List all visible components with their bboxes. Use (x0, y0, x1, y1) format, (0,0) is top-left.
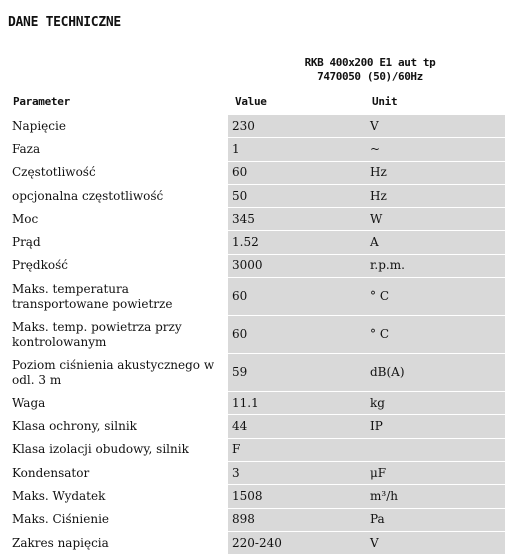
table-row (8, 184, 505, 207)
row-value: 1.52 (228, 231, 365, 254)
row-unit: kg (365, 392, 505, 415)
spec-table (8, 115, 505, 555)
header-parameter: Parameter (13, 95, 70, 108)
row-unit: Pa (365, 508, 505, 531)
row-value: F (228, 438, 365, 461)
row-value: 3 (228, 461, 365, 484)
row-parameter: Maks. Ciśnienie (8, 508, 228, 531)
table-row (8, 231, 505, 254)
table-row (8, 138, 505, 161)
table-row (8, 415, 505, 438)
row-value: 59 (228, 354, 365, 392)
header-value: Value (235, 95, 267, 108)
row-parameter: Klasa izolacji obudowy, silnik (8, 438, 228, 461)
row-parameter: Maks. Wydatek (8, 485, 228, 508)
row-parameter: Faza (8, 138, 228, 161)
row-parameter: Częstotliwość (8, 161, 228, 184)
row-value: 60 (228, 316, 365, 354)
row-unit: Hz (365, 161, 505, 184)
table-row (8, 461, 505, 484)
table-row (8, 115, 505, 138)
table-row (8, 508, 505, 531)
row-unit: m³/h (365, 485, 505, 508)
row-value: 44 (228, 415, 365, 438)
row-value: 11.1 (228, 392, 365, 415)
row-unit: A (365, 231, 505, 254)
row-unit: r.p.m. (365, 254, 505, 277)
table-row (8, 392, 505, 415)
row-parameter: Kondensator (8, 461, 228, 484)
row-parameter: Prędkość (8, 254, 228, 277)
table-row (8, 438, 505, 461)
table-row (8, 531, 505, 554)
model-name: RKB 400x200 E1 aut tp (304, 56, 436, 69)
row-parameter: Poziom ciśnienia akustycznego w odl. 3 m (8, 354, 228, 392)
row-value: 898 (228, 508, 365, 531)
row-unit: IP (365, 415, 505, 438)
document-title: DANE TECHNICZNE (8, 15, 121, 30)
header-unit: Unit (372, 95, 398, 108)
row-value: 60 (228, 161, 365, 184)
table-row (8, 208, 505, 231)
row-value: 230 (228, 115, 365, 138)
row-unit: V (365, 531, 505, 554)
row-unit: V (365, 115, 505, 138)
row-value: 1 (228, 138, 365, 161)
row-unit: dB(A) (365, 354, 505, 392)
row-parameter: Zakres napięcia (8, 531, 228, 554)
row-unit (365, 438, 505, 461)
row-parameter: opcjonalna częstotliwość (8, 184, 228, 207)
table-row (8, 316, 505, 354)
row-unit: μF (365, 461, 505, 484)
model-code: 7470050 (50)/60Hz (317, 70, 423, 83)
table-row (8, 278, 505, 316)
row-parameter: Klasa ochrony, silnik (8, 415, 228, 438)
row-unit: ° C (365, 316, 505, 354)
row-value: 220-240 (228, 531, 365, 554)
table-row (8, 161, 505, 184)
row-unit: ° C (365, 278, 505, 316)
row-value: 3000 (228, 254, 365, 277)
row-parameter: Maks. temperatura transportowane powietrze (8, 278, 228, 316)
row-value: 50 (228, 184, 365, 207)
table-row (8, 354, 505, 392)
row-value: 345 (228, 208, 365, 231)
row-unit: Hz (365, 184, 505, 207)
row-parameter: Waga (8, 392, 228, 415)
table-row (8, 485, 505, 508)
row-value: 60 (228, 278, 365, 316)
row-parameter: Moc (8, 208, 228, 231)
row-parameter: Maks. temp. powietrza przy kontrolowanym (8, 316, 228, 354)
row-parameter: Napięcie (8, 115, 228, 138)
row-value: 1508 (228, 485, 365, 508)
row-parameter: Prąd (8, 231, 228, 254)
row-unit: ~ (365, 138, 505, 161)
row-unit: W (365, 208, 505, 231)
table-row (8, 254, 505, 277)
